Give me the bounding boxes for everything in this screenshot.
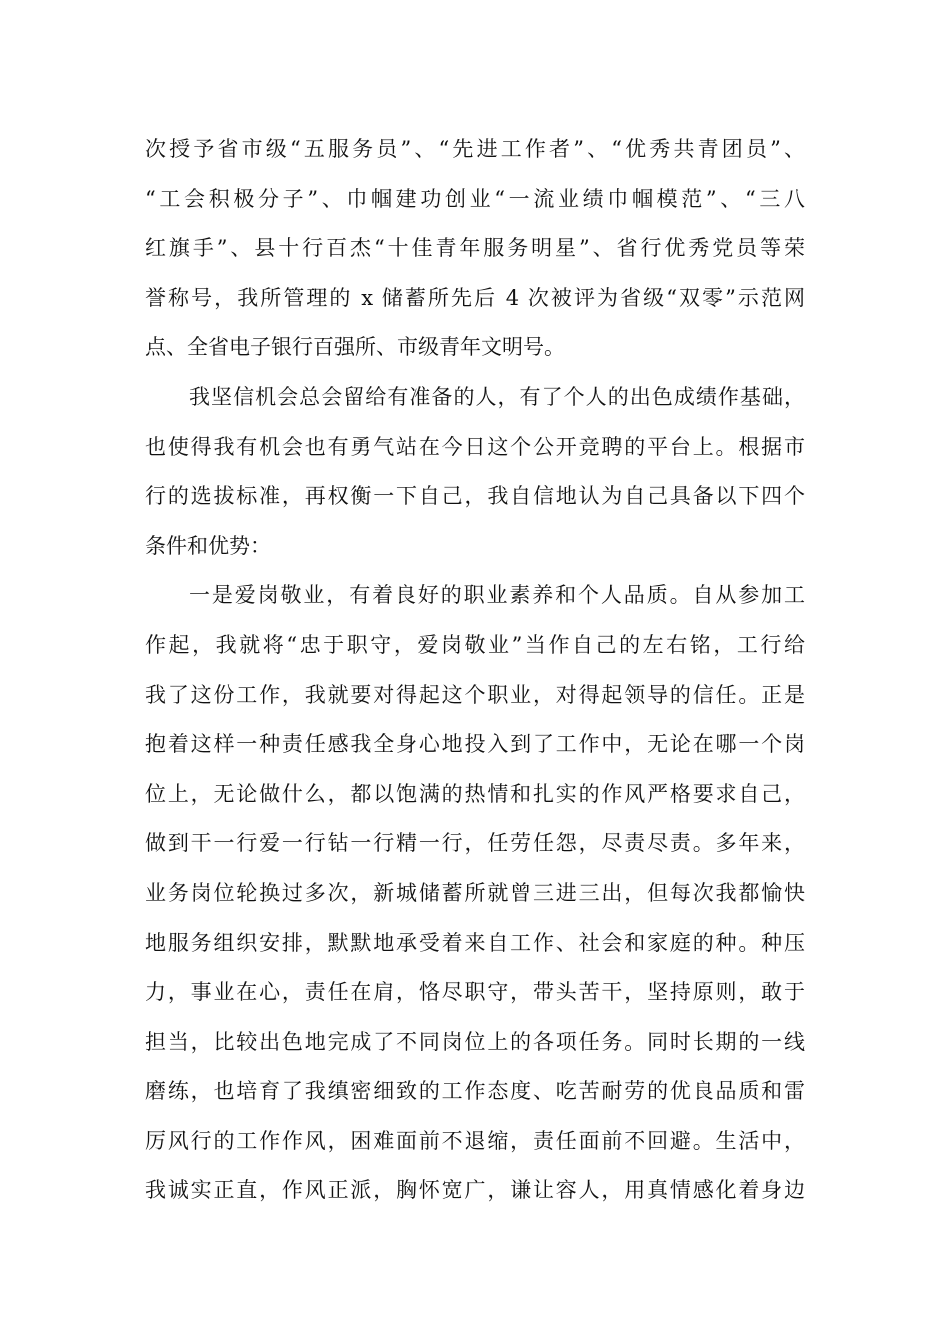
paragraph-2 — [145, 373, 805, 571]
text-line: 一是爱岗敬业，有着良好的职业素养和个人品质。自从参加工 — [189, 583, 805, 608]
text-line: 力，事业在心，责任在肩，恪尽职守，带头苦干，坚持原则，敢于 — [145, 980, 805, 1005]
text-line: 位上，无论做什么，都以饱满的热情和扎实的作风严格要求自己， — [145, 781, 805, 806]
text-line: 厉风行的工作作风，困难面前不退缩，责任面前不回避。生活中， — [145, 1128, 805, 1153]
text-line: “工会积极分子”、巾帼建功创业“一流业绩巾帼模范”、“三八 — [145, 186, 805, 211]
text-line: 红旗手”、县十行百杰“十佳青年服务明星”、省行优秀党员等荣 — [145, 236, 805, 261]
text-line: 誉称号，我所管理的 x 储蓄所先后 4 次被评为省级“双零”示范网 — [145, 285, 805, 310]
text-line: 担当，比较出色地完成了不同岗位上的各项任务。同时长期的一线 — [145, 1029, 805, 1054]
text-line: 我诚实正直，作风正派，胸怀宽广，谦让容人，用真情感化着身边 — [145, 1178, 805, 1203]
text-line: 我坚信机会总会留给有准备的人，有了个人的出色成绩作基础， — [189, 384, 805, 409]
text-line: 业务岗位轮换过多次，新城储蓄所就曾三进三出，但每次我都愉快 — [145, 880, 805, 905]
text-line: 我了这份工作，我就要对得起这个职业，对得起领导的信任。正是 — [145, 682, 805, 707]
text-line: 条件和优势： — [145, 533, 271, 558]
paragraph-1 — [145, 125, 805, 373]
text-line: 做到干一行爱一行钻一行精一行，任劳任怨，尽责尽责。多年来， — [145, 831, 805, 856]
document-body — [145, 125, 805, 1216]
text-line: 作起，我就将“忠于职守，爱岗敬业”当作自己的左右铭，工行给 — [145, 632, 805, 657]
text-line: 行的选拔标准，再权衡一下自己，我自信地认为自己具备以下四个 — [145, 484, 805, 509]
text-line: 磨练，也培育了我缜密细致的工作态度、吃苦耐劳的优良品质和雷 — [145, 1079, 805, 1104]
text-line: 地服务组织安排，默默地承受着来自工作、社会和家庭的种。种压 — [145, 930, 805, 955]
text-line: 次授予省市级“五服务员”、“先进工作者”、“优秀共青团员”、 — [145, 137, 805, 161]
text-line: 点、全省电子银行百强所、市级青年文明号。 — [145, 335, 565, 360]
text-line: 也使得我有机会也有勇气站在今日这个公开竞聘的平台上。根据市 — [145, 434, 805, 459]
text-line: 抱着这样一种责任感我全身心地投入到了工作中，无论在哪一个岗 — [145, 732, 805, 757]
paragraph-3 — [145, 571, 805, 1216]
